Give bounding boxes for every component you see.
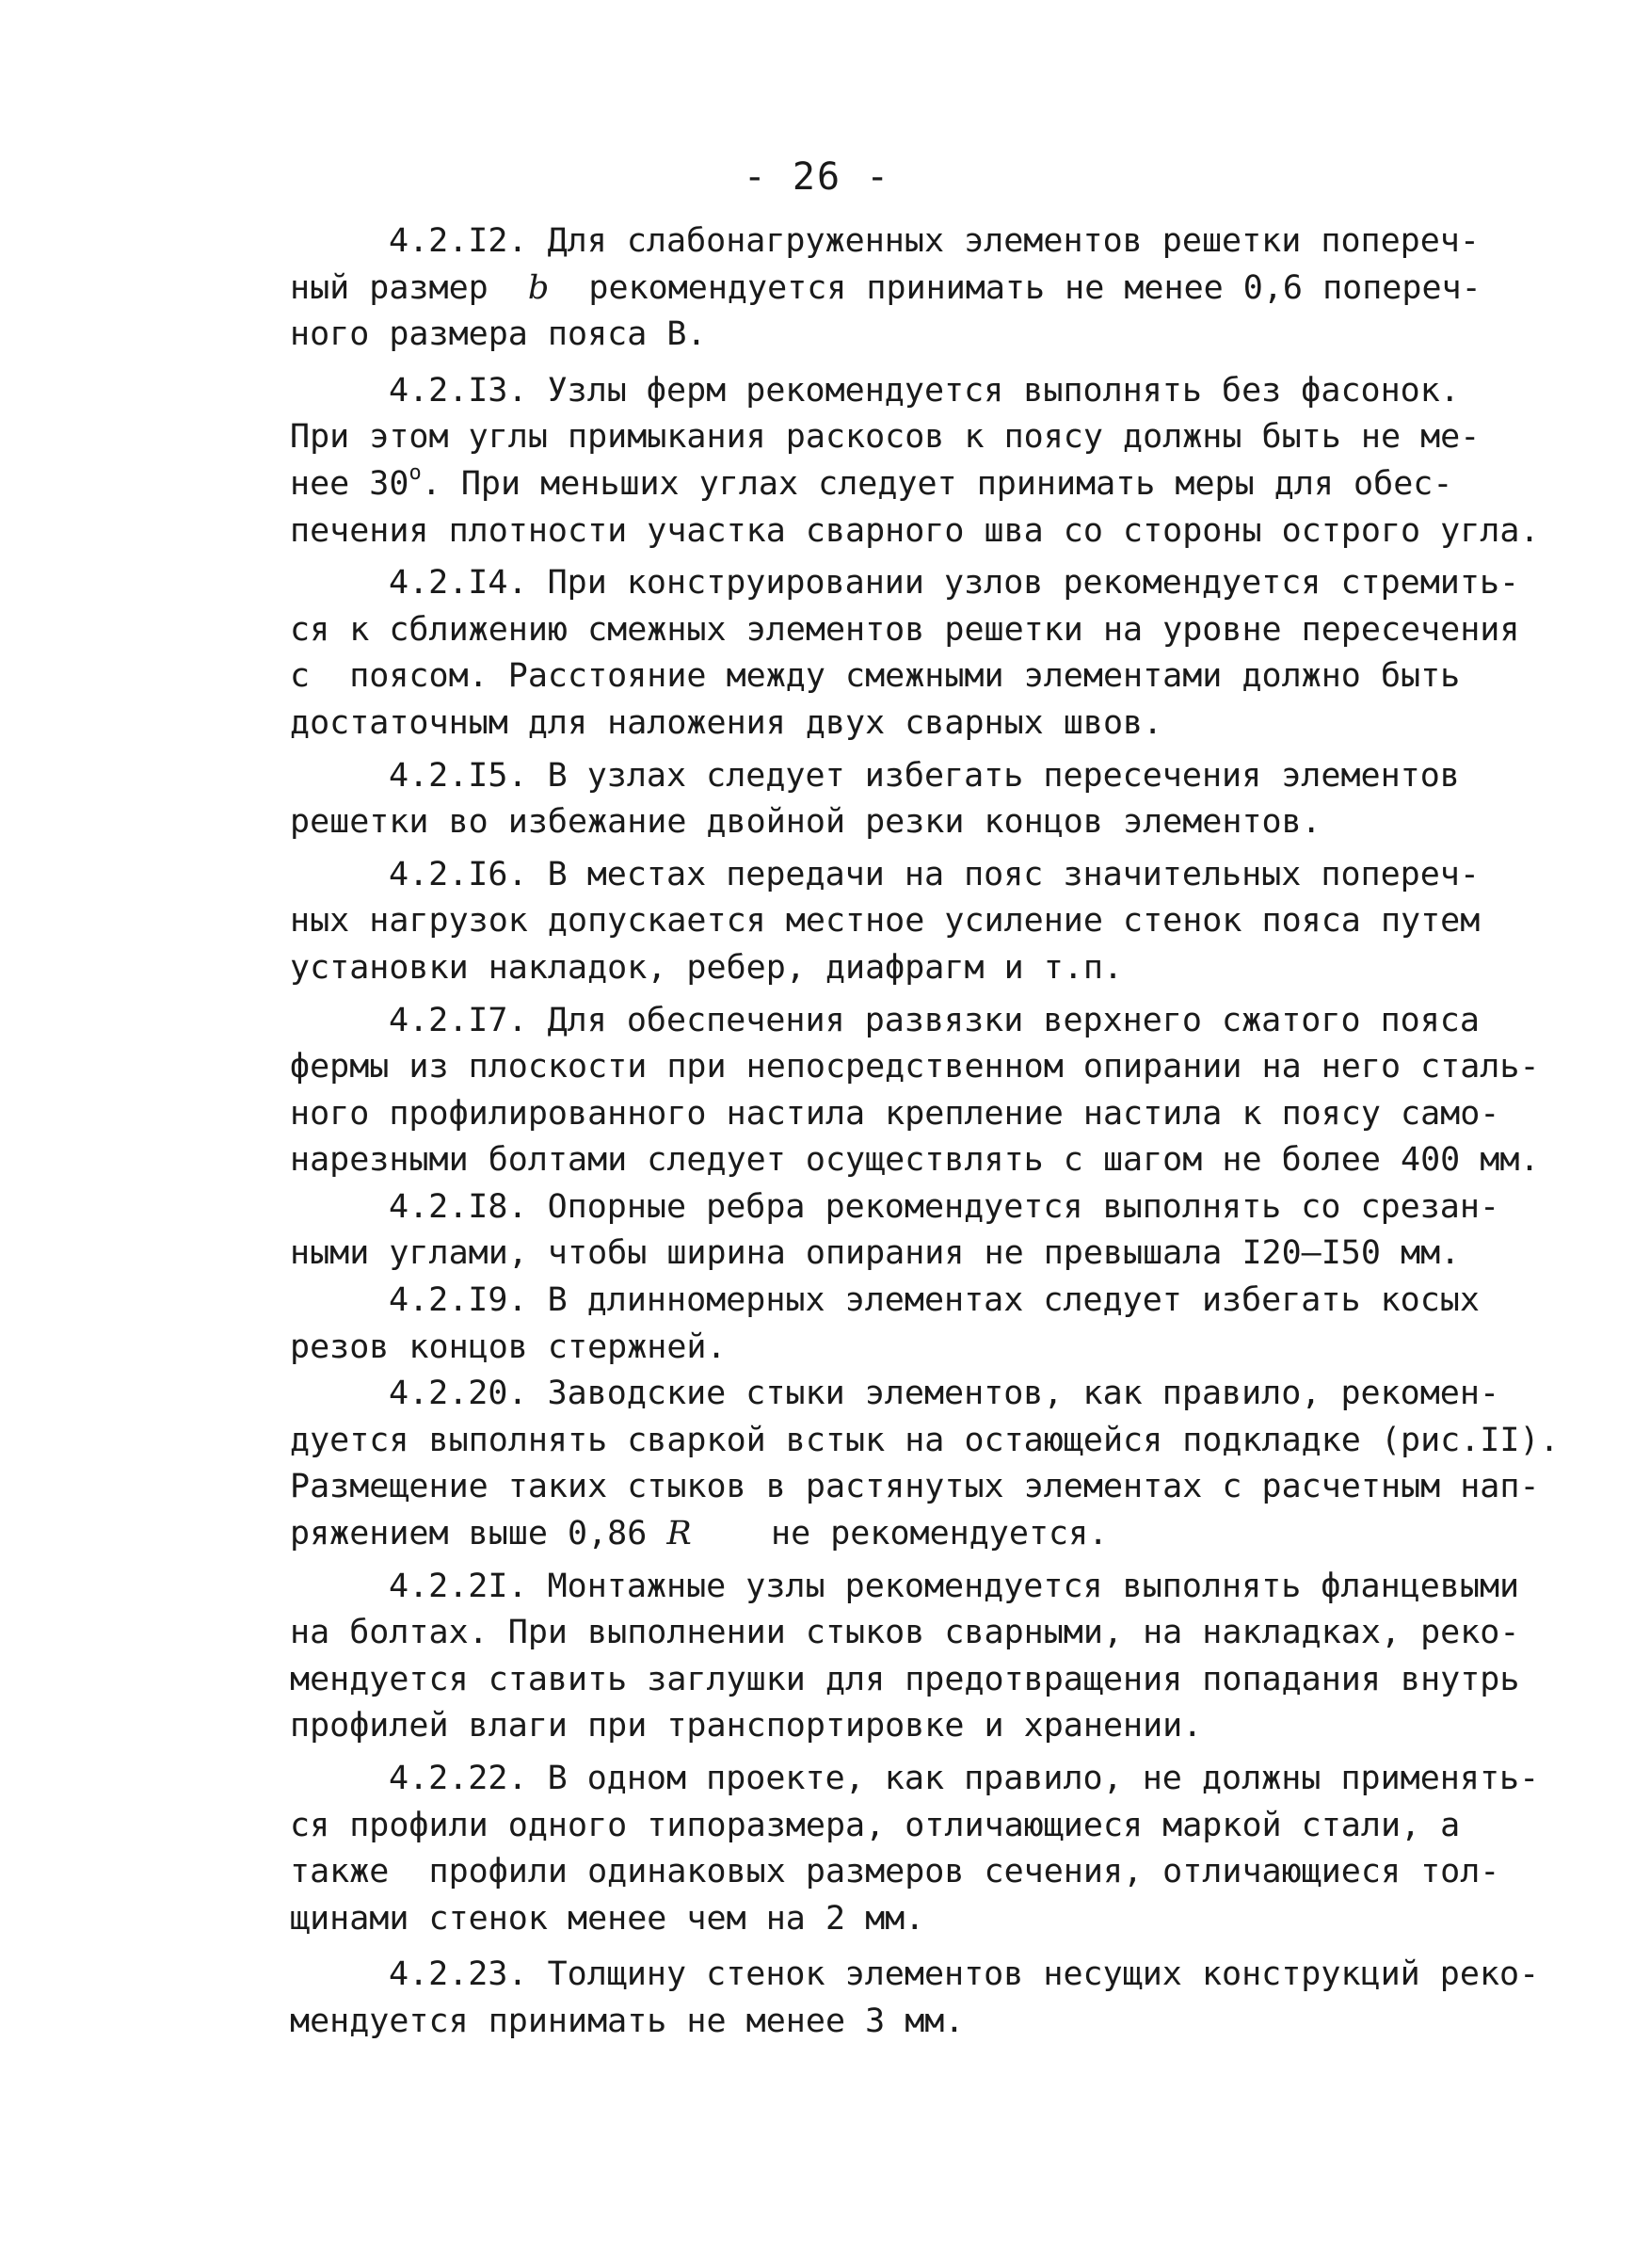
- document-body: [290, 218, 1560, 2046]
- paragraph-line: с поясом. Расстояние между смежными элементами должно быть: [290, 657, 1461, 696]
- paragraph-4-2-15: [290, 753, 1504, 846]
- paragraph-line: мендуется принимать не менее 3 мм.: [290, 2002, 965, 2040]
- paragraph-line: ных нагрузок допускается местное усиление стенок пояса путем: [290, 902, 1481, 941]
- paragraph-4-2-22: [290, 1756, 1540, 1942]
- paragraph-line: ного профилированного настила крепление настила к поясу само-: [290, 1094, 1500, 1133]
- paragraph-line: достаточным для наложения двух сварных швов.: [290, 703, 1163, 742]
- paragraph-4-2-16: [290, 852, 1504, 992]
- paragraph-text: рекомендуется принимать не менее 0,6 попереч-: [549, 268, 1482, 307]
- paragraph-4-2-17: [290, 998, 1540, 1184]
- paragraph-line: 4.2.I3. Узлы ферм рекомендуется выполнять без фасонок.: [389, 371, 1460, 410]
- paragraph-line: фермы из плоскости при непосредственном опирании на него сталь-: [290, 1048, 1540, 1086]
- paragraph-line: ными углами, чтобы ширина опирания не превышала I20–I50 мм.: [290, 1234, 1461, 1273]
- paragraph-line: резов концов стержней.: [290, 1327, 727, 1366]
- paragraph-line: 4.2.I4. При конструировании узлов рекомендуется стремить-: [389, 564, 1520, 603]
- paragraph-line: ся к сближению смежных элементов решетки на уровне пересечения: [290, 610, 1520, 649]
- paragraph-line: установки накладок, ребер, диафрагм и т.п.: [290, 948, 1124, 987]
- paragraph-line: 4.2.I6. В местах передачи на пояс значительных попереч-: [389, 855, 1480, 893]
- paragraph-line: дуется выполнять сваркой встык на остающейся подкладке (рис.II).: [290, 1421, 1560, 1459]
- paragraph-4-2-14: [290, 560, 1520, 747]
- paragraph-4-2-19: [290, 1278, 1504, 1371]
- paragraph-4-2-12: [290, 218, 1504, 359]
- paragraph-line: на болтах. При выполнении стыков сварными, на накладках, реко-: [290, 1614, 1520, 1652]
- paragraph-text: нее 30: [290, 464, 409, 503]
- paragraph-line: 4.2.I5. В узлах следует избегать пересечения элементов: [389, 756, 1460, 795]
- paragraph-line: щинами стенок менее чем на 2 мм.: [290, 1899, 925, 1938]
- degree-superscript: о: [408, 460, 422, 485]
- paragraph-line: 4.2.I9. В длинномерных элементах следует избегать косых: [389, 1281, 1480, 1320]
- paragraph-line: [290, 265, 1504, 313]
- paragraph-text: ряжением выше 0,86: [290, 1515, 667, 1553]
- paragraph-line: [290, 1511, 1504, 1558]
- paragraph-line: 4.2.22. В одном проекте, как правило, не должны применять-: [389, 1760, 1540, 1797]
- paragraph-line: [290, 461, 1504, 508]
- paragraph-line: 4.2.I2. Для слабонагруженных элементов решетки попереч-: [389, 222, 1480, 260]
- paragraph-line: 4.2.I7. Для обеспечения развязки верхнего сжатого пояса: [389, 1001, 1480, 1039]
- paragraph-line: также профили одинаковых размеров сечения, отличающиеся тол-: [290, 1853, 1500, 1891]
- paragraph-line: печения плотности участка сварного шва со стороны острого угла.: [290, 511, 1540, 550]
- width-symbol: b: [527, 268, 550, 307]
- paragraph-line: решетки во избежание двойной резки концов элементов.: [290, 803, 1322, 842]
- paragraph-4-2-21: [290, 1564, 1520, 1750]
- paragraph-line: ного размера пояса В.: [290, 315, 707, 354]
- paragraph-line: мендуется ставить заглушки для предотвращения попадания внутрь: [290, 1660, 1520, 1698]
- paragraph-line: нарезными болтами следует осуществлять с шагом не более 400 мм.: [290, 1141, 1540, 1180]
- paragraph-line: ся профили одного типоразмера, отличающиеся маркой стали, а: [290, 1806, 1461, 1844]
- paragraph-4-2-13: [290, 368, 1540, 555]
- paragraph-4-2-18: [290, 1184, 1504, 1278]
- paragraph-4-2-23: [290, 1952, 1540, 2045]
- paragraph-4-2-20: [290, 1371, 1560, 1557]
- paragraph-text: ный размер: [290, 268, 528, 307]
- paragraph-line: 4.2.20. Заводские стыки элементов, как правило, рекомен-: [389, 1375, 1500, 1413]
- paragraph-text: . При меньших углах следует принимать меры для обес-: [421, 464, 1453, 503]
- paragraph-line: 4.2.2I. Монтажные узлы рекомендуется выполнять фланцевыми: [389, 1567, 1520, 1605]
- paragraph-line: При этом углы примыкания раскосов к поясу должны быть не ме-: [290, 418, 1481, 457]
- page-number: - 26 -: [743, 155, 891, 199]
- paragraph-line: 4.2.I8. Опорные ребра рекомендуется выполнять со срезан-: [389, 1187, 1500, 1226]
- paragraph-text: не рекомендуется.: [691, 1515, 1109, 1553]
- paragraph-line: 4.2.23. Толщину стенок элементов несущих конструкций реко-: [389, 1955, 1540, 1994]
- resistance-symbol: R: [666, 1515, 692, 1553]
- paragraph-line: профилей влаги при транспортировке и хранении.: [290, 1707, 1203, 1745]
- paragraph-line: Размещение таких стыков в растянутых элементах с расчетным нап-: [290, 1468, 1540, 1506]
